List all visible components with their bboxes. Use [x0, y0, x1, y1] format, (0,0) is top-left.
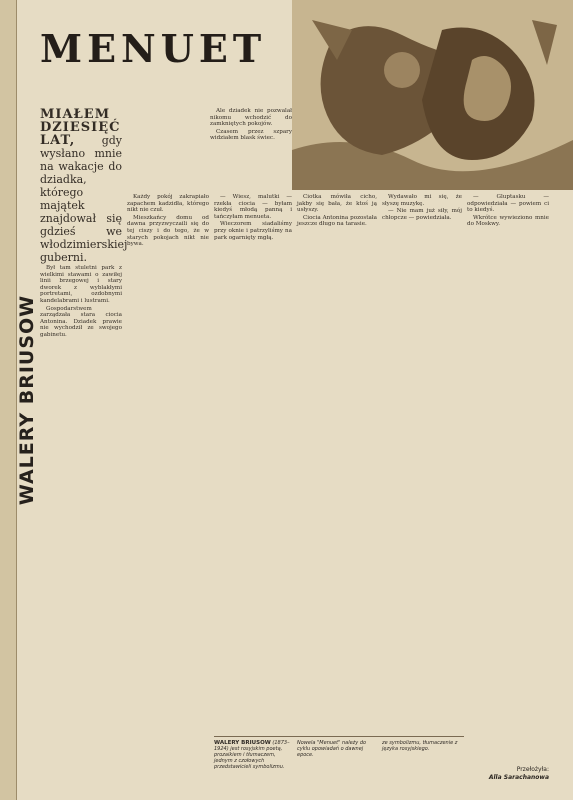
story-lead: MIAŁEM DZIESIĘĆ LAT, gdy wysłano mnie na wakacje do dziadka, którego majątek znajdował się gdzieś we włodzimierskiej guberni.	[40, 107, 128, 264]
text-column-1	[40, 107, 128, 340]
left-margin-band	[0, 0, 17, 800]
author-bio-1: WALERY BRIUSOW (1873–1924) jest rosyjskim poetą, prozaikiem i tłumaczem, jednym z czołowych przedstawicieli symbolizmu.	[214, 740, 290, 770]
paragraph: Każdy pokój zakrapiało zapachem kadzidła, którego nikt nie czuł.	[127, 194, 209, 214]
paragraph: Był tam stuletni park z wielkimi stawami o zawiłej linii brzegowej i stary dworek z wyblakłymi portretami, ozdobnymi kandelabrami i lustrami.	[40, 265, 122, 304]
text-column-top-right	[210, 108, 292, 143]
author-bio-3: ze symbolizmu, tłumaczenie z języka rosyjskiego.	[382, 740, 458, 752]
text-column-5	[382, 194, 462, 222]
paragraph: — Nie mam już siły, mój chłopcze — powiedziała.	[382, 208, 462, 221]
paragraph: Wydawało mi się, że słyszę muzykę.	[382, 194, 462, 207]
bio-divider	[214, 736, 464, 737]
story-title: MENUET	[40, 26, 267, 71]
paragraph: Czasem przez szpary widziałem blask świec.	[210, 128, 292, 142]
paragraph: Mieszkańcy domu od dawna przyzwyczaili się do tej ciszy i do tego, że w starych pokojach nikt nie bywa.	[127, 214, 209, 248]
paragraph: Gospodarstwem zarządzała stara ciocia Antonina. Dziadek prawie nie wychodził ze swojego gabinetu.	[40, 305, 122, 338]
paragraph: — Gluptasku — odpowiedziała — powiem ci to kiedyś.	[467, 194, 549, 214]
text-column-2	[127, 194, 209, 249]
engraving-figure-icon	[292, 0, 573, 190]
paragraph: Ale dziadek nie pozwalał nikomu wchodzić do zamkniętych pokojów.	[210, 108, 292, 128]
paragraph: Wkrótce wywieziono mnie do Moskwy.	[467, 214, 549, 228]
translator-credit: Przełożyła: Alla Sarachanowa	[488, 766, 549, 781]
paragraph: — Wiesz, malutki — rzekła ciocia — byłam kiedyś młodą panną i tańczyłam menueta.	[214, 194, 292, 220]
paragraph: Ciotka mówiła cicho, jakby się bała, że ktoś ją usłyszy.	[297, 194, 377, 214]
paragraph: Ciocia Antonina pozostała jeszcze długo na tarasie.	[297, 214, 377, 228]
paragraph: Wieczorem siadaliśmy przy oknie i patrzyliśmy na park ogarnięty mgłą.	[214, 221, 292, 241]
header-illustration	[292, 0, 573, 190]
text-column-6	[467, 194, 549, 229]
text-column-3	[214, 194, 292, 242]
text-column-4	[297, 194, 377, 229]
author-bio-2: Nowela "Menuet" należy do cyklu opowiadań o dawnej epoce.	[297, 740, 367, 758]
vertical-author-name: WALERY BRIUSOW	[16, 294, 38, 506]
